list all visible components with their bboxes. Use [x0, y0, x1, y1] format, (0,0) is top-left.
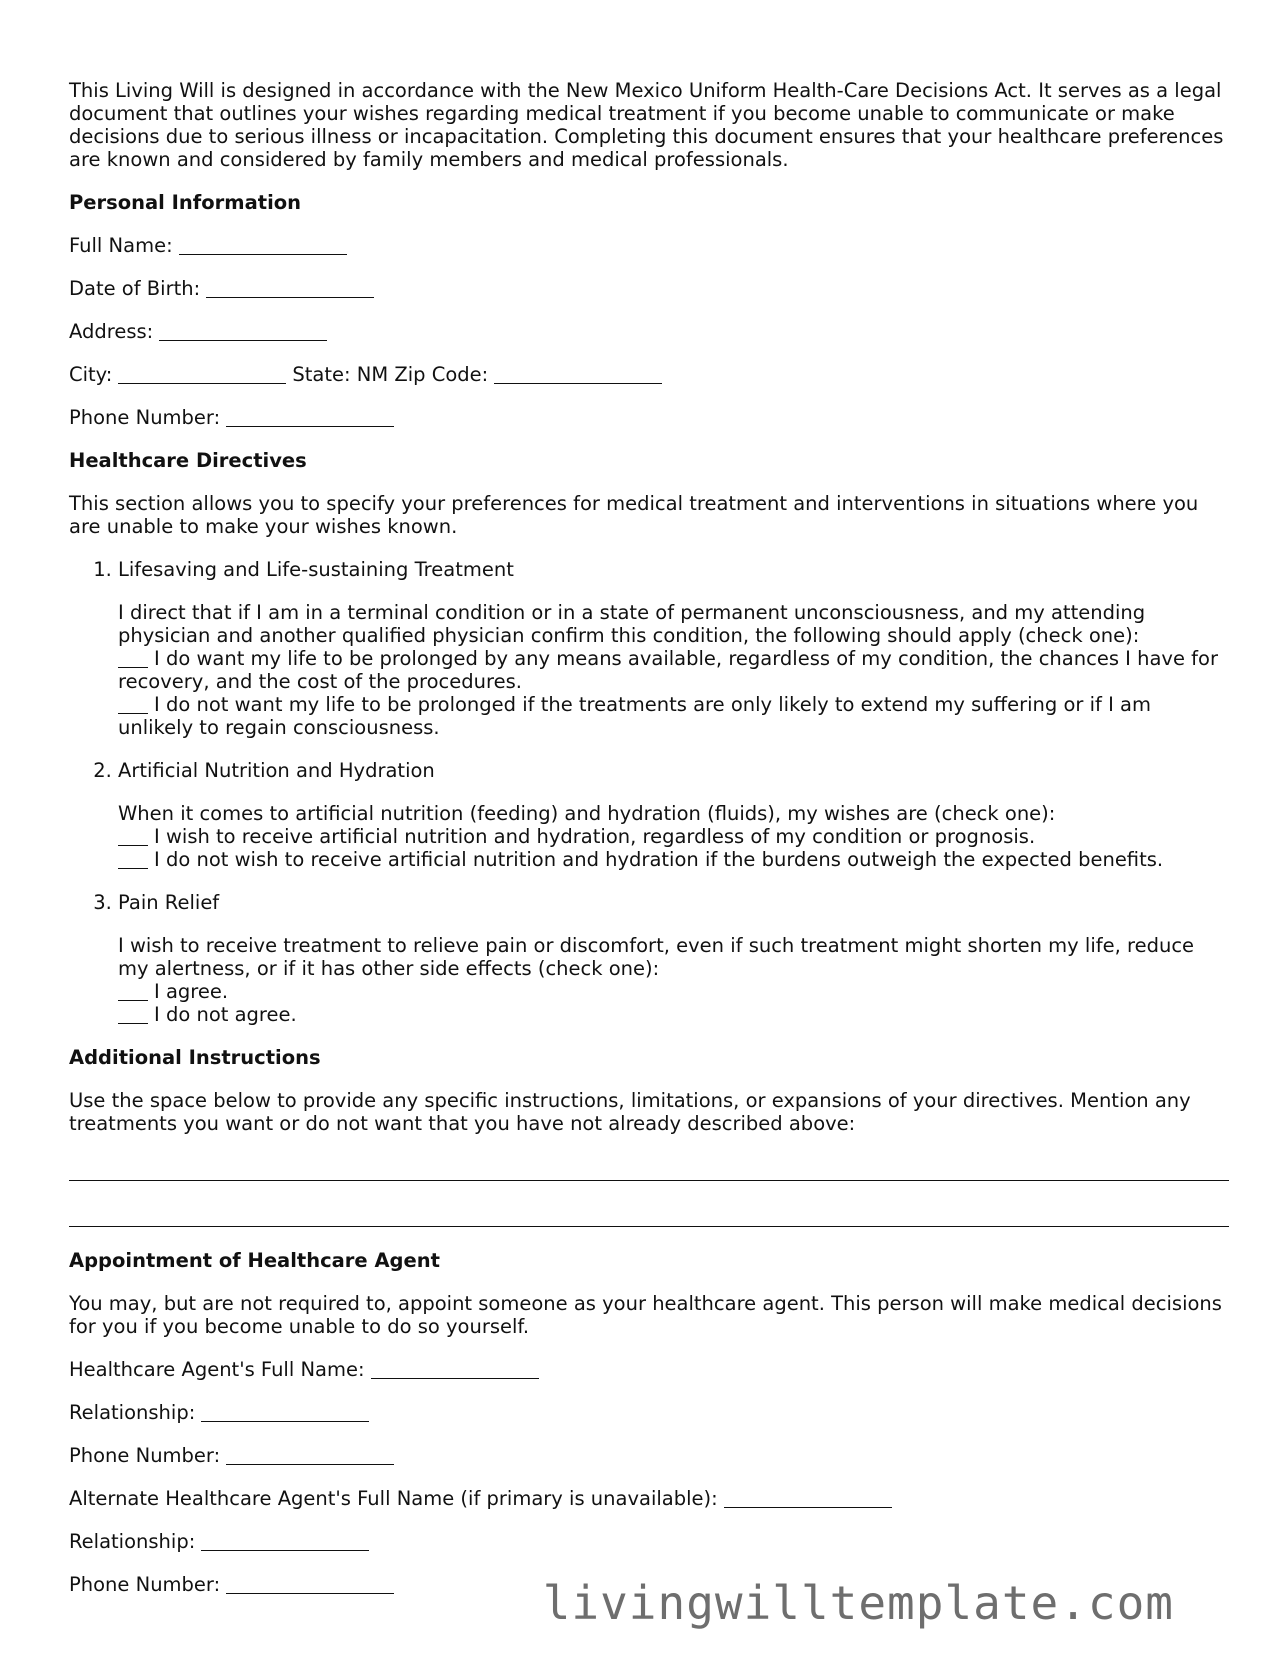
dob-blank[interactable]	[206, 278, 374, 298]
alt-agent-name-label: Alternate Healthcare Agent's Full Name (if primary is unavailable):	[69, 1487, 718, 1510]
option-text: I do not wish to receive artificial nutrition and hydration if the burdens outweigh the expected benefits.	[154, 848, 1164, 871]
option-text: I wish to receive artificial nutrition and hydration, regardless of my condition or prognosis.	[154, 825, 1036, 848]
agent-name-label: Healthcare Agent's Full Name:	[69, 1358, 365, 1381]
state-zip-label: State: NM Zip Code:	[292, 363, 489, 386]
check-blank[interactable]	[118, 1004, 148, 1024]
full-name-field	[69, 234, 1229, 257]
directive-option	[118, 980, 1229, 1003]
directive-item	[118, 759, 1229, 871]
agent-text: You may, but are not required to, appoint someone as your healthcare agent. This person will make medical decisions for you if you become unable to do so yourself.	[69, 1292, 1222, 1338]
check-blank[interactable]	[118, 826, 148, 846]
agent-relationship-label: Relationship:	[69, 1401, 196, 1424]
agent-heading: Appointment of Healthcare Agent	[69, 1249, 440, 1272]
address-field	[69, 320, 1229, 343]
directive-title: 2. Artificial Nutrition and Hydration	[118, 759, 435, 782]
directive-option	[118, 848, 1229, 871]
dob-label: Date of Birth:	[69, 277, 201, 300]
option-text: I do not agree.	[154, 1003, 297, 1026]
alt-agent-phone-label: Phone Number:	[69, 1573, 221, 1596]
directive-title: 3. Pain Relief	[118, 891, 220, 914]
alt-agent-relationship-blank[interactable]	[201, 1531, 369, 1551]
check-blank[interactable]	[118, 849, 148, 869]
agent-phone-blank[interactable]	[226, 1445, 394, 1465]
agent-phone-field	[69, 1444, 1229, 1467]
alt-agent-name-blank[interactable]	[724, 1488, 892, 1508]
phone-field	[69, 406, 1229, 429]
directive-body	[118, 802, 1229, 871]
phone-label: Phone Number:	[69, 406, 221, 429]
directive-text: When it comes to artificial nutrition (feeding) and hydration (fluids), my wishes are (check one):	[118, 802, 1056, 825]
zip-blank[interactable]	[494, 364, 662, 384]
additional-lines	[69, 1155, 1229, 1227]
document-page	[69, 79, 1229, 1616]
address-label: Address:	[69, 320, 154, 343]
alt-agent-relationship-field	[69, 1530, 1229, 1553]
check-blank[interactable]	[118, 694, 148, 714]
dob-field	[69, 277, 1229, 300]
full-name-blank[interactable]	[179, 235, 347, 255]
directive-item	[118, 558, 1229, 739]
check-blank[interactable]	[118, 648, 148, 668]
full-name-label: Full Name:	[69, 234, 173, 257]
personal-info-heading: Personal Information	[69, 191, 302, 214]
agent-relationship-blank[interactable]	[201, 1402, 369, 1422]
instruction-line[interactable]	[69, 1225, 1229, 1227]
additional-text: Use the space below to provide any specific instructions, limitations, or expansions of your directives. Mention any treatments you want or do not want that you have not already described above:	[69, 1089, 1191, 1135]
city-state-zip-field	[69, 363, 1229, 386]
directive-text: I direct that if I am in a terminal condition or in a state of permanent unconsciousness, and my attending physician and another qualified physician confirm this condition, the following should apply (check one):	[118, 601, 1146, 647]
directive-item	[118, 891, 1229, 1026]
directive-option	[118, 647, 1229, 693]
directive-title: 1. Lifesaving and Life-sustaining Treatment	[118, 558, 514, 581]
directive-option	[118, 1003, 1229, 1026]
directive-option	[118, 693, 1229, 739]
directives-list	[69, 558, 1229, 1026]
option-text: I do not want my life to be prolonged if the treatments are only likely to extend my suffering or if I am unlikely to regain consciousness.	[118, 693, 1151, 739]
address-blank[interactable]	[159, 321, 327, 341]
directives-heading: Healthcare Directives	[69, 449, 307, 472]
agent-name-field	[69, 1358, 1229, 1381]
option-text: I agree.	[154, 980, 229, 1003]
agent-name-blank[interactable]	[371, 1359, 539, 1379]
alt-agent-phone-blank[interactable]	[226, 1574, 394, 1594]
intro-paragraph: This Living Will is designed in accordance with the New Mexico Uniform Health-Care Decisions Act. It serves as a legal document that outlines your wishes regarding medical treatment if you become unable to communicate or make decisions due to serious illness or incapacitation. Completing this document ensures that your healthcare preferences are known and considered by family members and medical professionals.	[69, 79, 1224, 171]
directive-body	[118, 601, 1229, 739]
watermark: livingwilltemplate.com	[542, 1576, 1174, 1630]
agent-relationship-field	[69, 1401, 1229, 1424]
additional-heading: Additional Instructions	[69, 1046, 321, 1069]
alt-agent-relationship-label: Relationship:	[69, 1530, 196, 1553]
directives-intro: This section allows you to specify your preferences for medical treatment and interventions in situations where you are unable to make your wishes known.	[69, 492, 1199, 538]
directive-text: I wish to receive treatment to relieve pain or discomfort, even if such treatment might shorten my life, reduce my alertness, or if it has other side effects (check one):	[118, 934, 1195, 980]
directive-option	[118, 825, 1229, 848]
option-text: I do want my life to be prolonged by any means available, regardless of my condition, the chances I have for recovery, and the cost of the procedures.	[118, 647, 1218, 693]
instruction-line[interactable]	[69, 1179, 1229, 1181]
city-blank[interactable]	[118, 364, 286, 384]
alt-agent-name-field	[69, 1487, 1229, 1510]
directive-body	[118, 934, 1229, 1026]
agent-phone-label: Phone Number:	[69, 1444, 221, 1467]
city-label: City:	[69, 363, 113, 386]
phone-blank[interactable]	[226, 407, 394, 427]
check-blank[interactable]	[118, 981, 148, 1001]
